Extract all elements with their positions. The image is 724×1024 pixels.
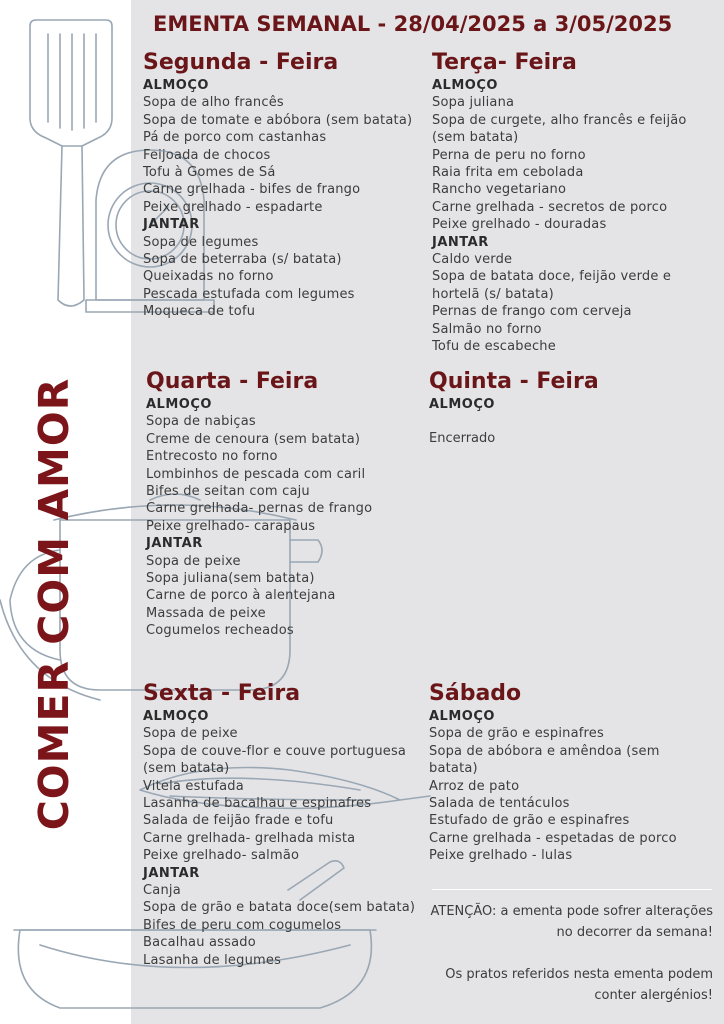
list-item: Feijoada de chocos <box>143 147 271 163</box>
day-sexta <box>143 680 433 969</box>
jantar-list <box>432 251 712 355</box>
list-item: Tofu à Gomes de Sá <box>143 165 276 181</box>
list-item: Raia frita em cebolada <box>432 165 584 181</box>
day-quarta <box>146 368 429 640</box>
list-item: Sopa de peixe <box>146 553 241 569</box>
day-title: Sábado <box>429 681 522 706</box>
list-item: Sopa de beterraba (s/ batata) <box>143 252 342 268</box>
jantar-list <box>143 882 433 969</box>
almoco-label: ALMOÇO <box>143 709 209 724</box>
closed-notice: Encerrado <box>429 431 496 447</box>
almoco-list <box>429 725 712 864</box>
list-item: Salmão no forno <box>432 321 542 337</box>
brand-logo-text: COMER COM AMOR <box>30 377 78 831</box>
list-item: Bifes de seitan com caju <box>146 484 310 500</box>
list-item: Sopa de grão e espinafres <box>429 726 604 742</box>
list-item: Peixe grelhado- carapaus <box>146 518 316 534</box>
almoco-list <box>432 94 712 233</box>
list-item: Sopa de tomate e abóbora (sem batata) <box>143 112 413 128</box>
list-item: Estufado de grão e espinafres <box>429 813 630 829</box>
day-title: Sexta - Feira <box>143 681 301 706</box>
day-title: Segunda - Feira <box>143 50 339 75</box>
spatula-icon <box>30 20 112 306</box>
list-item: Peixe grelhado - douradas <box>432 217 607 233</box>
list-item: Sopa de abóbora e amêndoa (sem batata) <box>429 743 660 777</box>
list-item: Lasanha de legumes <box>143 952 282 968</box>
list-item: Lombinhos de pescada com caril <box>146 466 366 482</box>
list-item: Arroz de pato <box>429 778 520 794</box>
list-item: Pernas de frango com cerveja <box>432 304 632 320</box>
notes-divider <box>432 889 712 890</box>
day-title: Quarta - Feira <box>146 369 319 394</box>
almoco-label: ALMOÇO <box>429 709 495 724</box>
list-item: Carne de porco à alentejana <box>146 588 336 604</box>
jantar-label: JANTAR <box>143 217 200 233</box>
jantar-label: JANTAR <box>146 536 203 552</box>
list-item: Peixe grelhado - lulas <box>429 848 573 864</box>
day-terca <box>432 49 712 356</box>
day-title: Terça- Feira <box>432 50 577 75</box>
list-item: Sopa de curgete, alho francês e feijão (sem batata) <box>432 112 687 146</box>
almoco-list <box>143 94 433 216</box>
allergen-note: Os pratos referidos nesta ementa podem conter alergénios! <box>445 967 713 1003</box>
list-item: Sopa de legumes <box>143 234 259 250</box>
list-item: Salada de tentáculos <box>429 796 570 812</box>
almoco-label: ALMOÇO <box>146 397 212 412</box>
page-title: EMENTA SEMANAL - 28/04/2025 a 3/05/2025 <box>153 12 673 36</box>
list-item: Carne grelhada - secretos de porco <box>432 199 668 215</box>
jantar-list <box>143 234 433 321</box>
list-item: Sopa de batata doce, feijão verde e hortelã (s/ batata) <box>432 269 672 302</box>
day-segunda <box>143 49 433 321</box>
list-item: Pescada estufada com legumes <box>143 286 355 302</box>
list-item: Cogumelos recheados <box>146 623 294 639</box>
list-item: Bacalhau assado <box>143 935 256 951</box>
list-item: Carne grelhada- grelhada mista <box>143 830 356 846</box>
day-quinta <box>429 368 712 448</box>
list-item: Peixe grelhado - espadarte <box>143 199 323 215</box>
almoco-label: ALMOÇO <box>143 78 209 93</box>
list-item: Moqueca de tofu <box>143 304 256 320</box>
list-item: Canja <box>143 883 181 899</box>
list-item: Lasanha de bacalhau e espinafres <box>143 796 372 812</box>
list-item: Creme de cenoura (sem batata) <box>146 431 361 447</box>
jantar-list <box>146 553 429 640</box>
day-title: Quinta - Feira <box>429 369 599 394</box>
jantar-label: JANTAR <box>143 865 200 881</box>
almoco-list <box>146 413 429 535</box>
list-item: Carne grelhada - bifes de frango <box>143 182 361 198</box>
list-item: Salada de feijão frade e tofu <box>143 813 334 829</box>
list-item: Tofu de escabeche <box>432 339 556 355</box>
list-item: Bifes de peru com cogumelos <box>143 917 342 933</box>
jantar-label: JANTAR <box>432 234 489 250</box>
almoco-label: ALMOÇO <box>429 397 495 412</box>
list-item: Rancho vegetariano <box>432 182 567 198</box>
list-item: Sopa de alho francês <box>143 95 284 111</box>
list-item: Queixadas no forno <box>143 269 274 285</box>
list-item: Massada de peixe <box>146 605 266 621</box>
list-item: Peixe grelhado- salmão <box>143 848 300 864</box>
attention-note: ATENÇÃO: a ementa pode sofrer alterações no decorrer da semana! <box>430 904 713 940</box>
notes-box <box>423 901 713 1006</box>
list-item: Sopa juliana <box>432 95 515 111</box>
list-item: Vitela estufada <box>143 778 244 794</box>
list-item: Carne grelhada - espetadas de porco <box>429 830 677 846</box>
list-item: Sopa de grão e batata doce(sem batata) <box>143 900 416 916</box>
list-item: Entrecosto no forno <box>146 449 278 465</box>
list-item: Caldo verde <box>432 252 513 268</box>
list-item: Sopa de nabiças <box>146 414 256 430</box>
almoco-list <box>143 725 433 864</box>
day-sabado <box>429 680 712 865</box>
list-item: Sopa de peixe <box>143 726 238 742</box>
list-item: Sopa juliana(sem batata) <box>146 571 315 587</box>
list-item: Sopa de couve-flor e couve portuguesa (sem batata) <box>143 743 407 777</box>
list-item: Pá de porco com castanhas <box>143 130 327 146</box>
list-item: Carne grelhada- pernas de frango <box>146 501 373 517</box>
list-item: Perna de peru no forno <box>432 147 586 163</box>
almoco-label: ALMOÇO <box>432 78 498 93</box>
